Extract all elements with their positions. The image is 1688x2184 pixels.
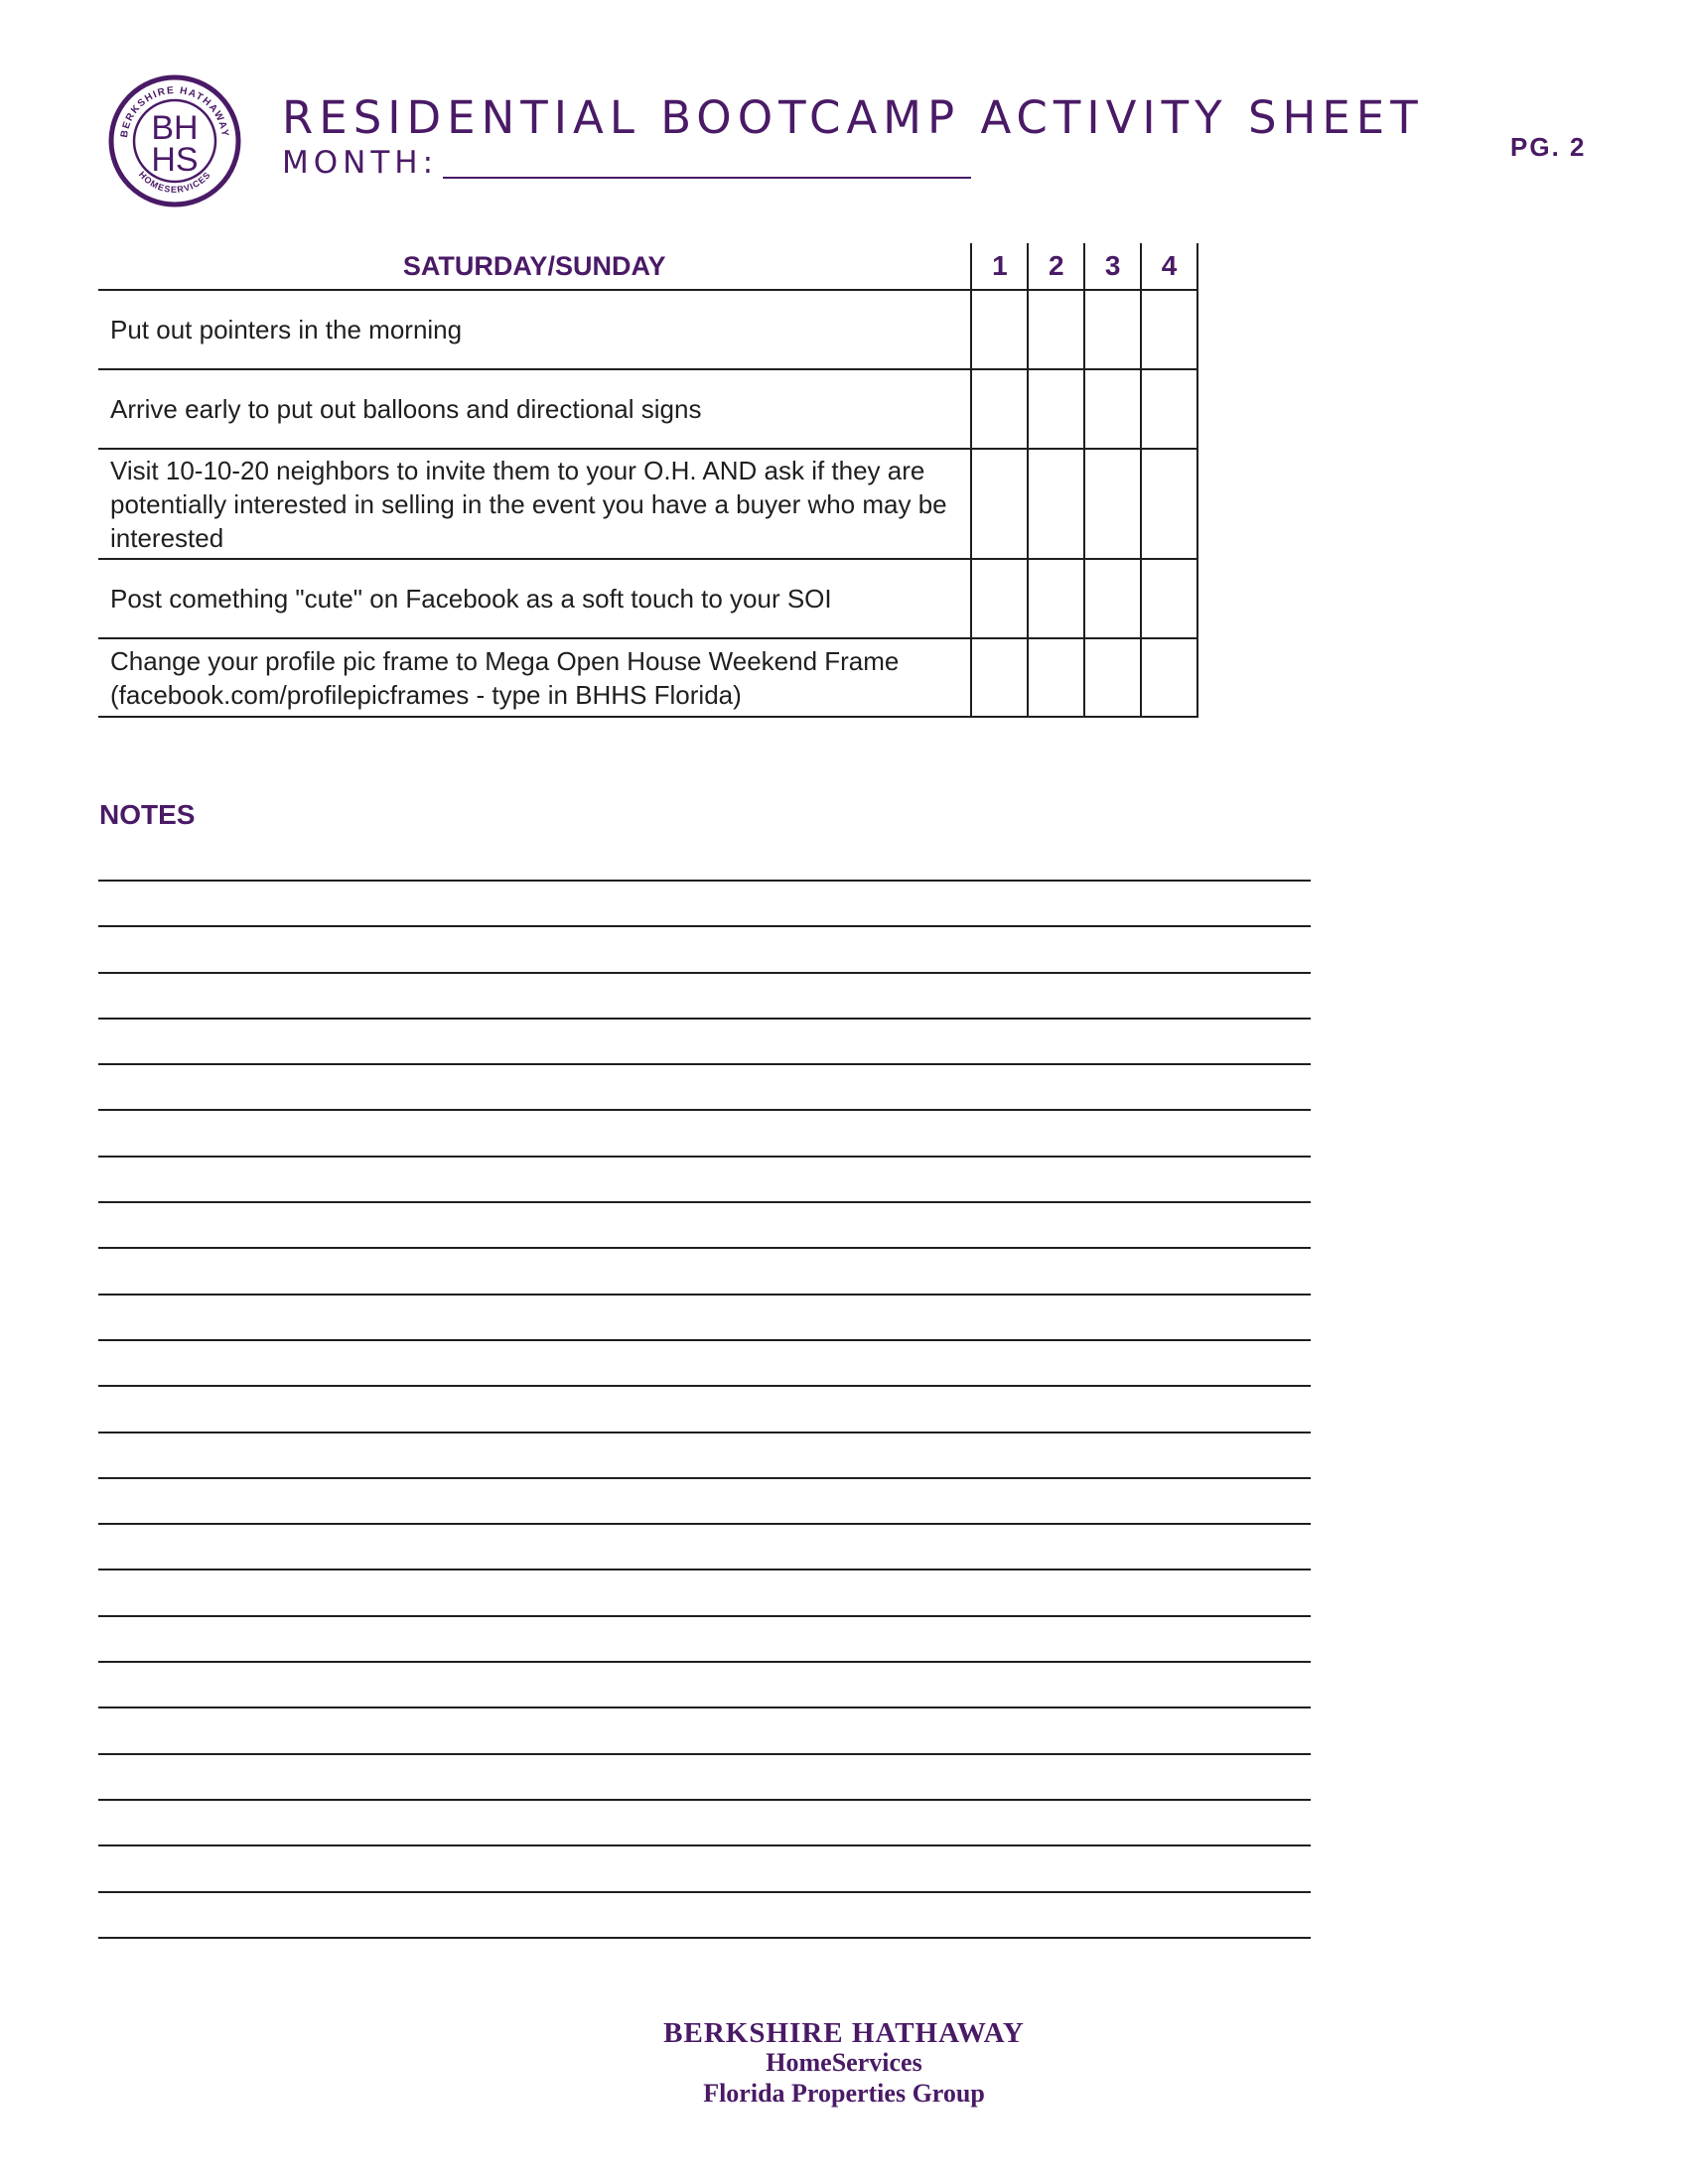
note-line[interactable] — [98, 1570, 1311, 1616]
note-line[interactable] — [98, 1158, 1311, 1203]
footer-brand — [0, 2017, 1688, 2111]
checklist-header-row — [98, 243, 1198, 291]
note-line[interactable] — [98, 1479, 1311, 1525]
week-checkbox[interactable] — [1027, 639, 1083, 716]
logo-monogram-top: BH — [151, 109, 199, 147]
note-line[interactable] — [98, 882, 1311, 927]
week-column-header: 4 — [1140, 243, 1198, 289]
note-line[interactable] — [98, 974, 1311, 1020]
logo-ring-bottom-text: HOMESERVICES — [136, 169, 213, 196]
note-line[interactable] — [98, 1296, 1311, 1341]
week-checkbox[interactable] — [1140, 370, 1198, 448]
note-line[interactable] — [98, 1893, 1311, 1939]
logo-monogram-bottom: HS — [151, 141, 199, 179]
week-checkbox[interactable] — [1140, 291, 1198, 368]
note-line[interactable] — [98, 1020, 1311, 1065]
note-line[interactable] — [98, 1801, 1311, 1846]
page-number: PG. 2 — [1510, 132, 1587, 162]
notes-heading: NOTES — [99, 799, 196, 830]
week-column-header: 1 — [970, 243, 1027, 289]
week-checkbox[interactable] — [970, 639, 1027, 716]
note-line[interactable] — [98, 1617, 1311, 1663]
task-label: Arrive early to put out balloons and directional signs — [110, 394, 702, 424]
note-line[interactable] — [98, 927, 1311, 973]
week-checkbox[interactable] — [1083, 560, 1140, 637]
checklist-heading: SATURDAY/SUNDAY — [402, 251, 666, 281]
week-checkbox[interactable] — [1083, 639, 1140, 716]
note-line[interactable] — [98, 1846, 1311, 1892]
week-checkbox[interactable] — [970, 450, 1027, 558]
table-row — [98, 291, 1198, 370]
bhhs-seal-icon — [107, 73, 242, 208]
table-row — [98, 450, 1198, 560]
week-checkbox[interactable] — [970, 291, 1027, 368]
week-checkbox[interactable] — [1083, 370, 1140, 448]
task-label: Change your profile pic frame to Mega Open House Weekend Frame (facebook.com/profilepicframes - type in BHHS Florida) — [110, 645, 900, 710]
logo-ring-top-text: BERKSHIRE HATHAWAY — [118, 84, 230, 139]
week-checkbox[interactable] — [970, 560, 1027, 637]
page-title: RESIDENTIAL BOOTCAMP ACTIVITY SHEET — [282, 91, 1424, 144]
note-line[interactable] — [98, 1525, 1311, 1570]
week-checkbox[interactable] — [1140, 560, 1198, 637]
task-label: Post comething "cute" on Facebook as a soft touch to your SOI — [110, 584, 832, 614]
table-row — [98, 370, 1198, 450]
week-checkbox[interactable] — [1027, 370, 1083, 448]
table-row — [98, 560, 1198, 639]
week-checkbox[interactable] — [1083, 450, 1140, 558]
month-label: MONTH: — [282, 145, 439, 181]
month-input-line[interactable] — [443, 177, 971, 179]
table-row — [98, 639, 1198, 718]
task-label: Visit 10-10-20 neighbors to invite them to your O.H. AND ask if they are potentially interested in selling in the event you have a buyer who may be interested — [110, 455, 947, 553]
note-line[interactable] — [98, 1065, 1311, 1111]
note-line[interactable] — [98, 1755, 1311, 1801]
note-line[interactable] — [98, 1341, 1311, 1387]
footer-brand-line1: BERKSHIRE HATHAWAY — [663, 2017, 1025, 2049]
note-line[interactable] — [98, 1111, 1311, 1157]
note-line[interactable] — [98, 1387, 1311, 1433]
note-line[interactable] — [98, 1433, 1311, 1479]
note-line[interactable] — [98, 1249, 1311, 1295]
week-checkbox[interactable] — [1140, 639, 1198, 716]
note-line[interactable] — [98, 1663, 1311, 1708]
company-logo — [107, 73, 242, 208]
week-checkbox[interactable] — [1027, 450, 1083, 558]
week-checkbox[interactable] — [1083, 291, 1140, 368]
task-label: Put out pointers in the morning — [110, 315, 463, 344]
footer-brand-line2: HomeServices — [766, 2048, 922, 2077]
footer-brand-line3: Florida Properties Group — [703, 2079, 985, 2108]
activity-checklist-table — [98, 243, 1198, 718]
note-line[interactable] — [98, 1708, 1311, 1754]
note-line[interactable] — [98, 1203, 1311, 1249]
week-checkbox[interactable] — [970, 370, 1027, 448]
week-column-header: 2 — [1027, 243, 1083, 289]
week-checkbox[interactable] — [1140, 450, 1198, 558]
week-checkbox[interactable] — [1027, 291, 1083, 368]
week-column-header: 3 — [1083, 243, 1140, 289]
notes-lines-area[interactable] — [98, 880, 1311, 1939]
week-checkbox[interactable] — [1027, 560, 1083, 637]
